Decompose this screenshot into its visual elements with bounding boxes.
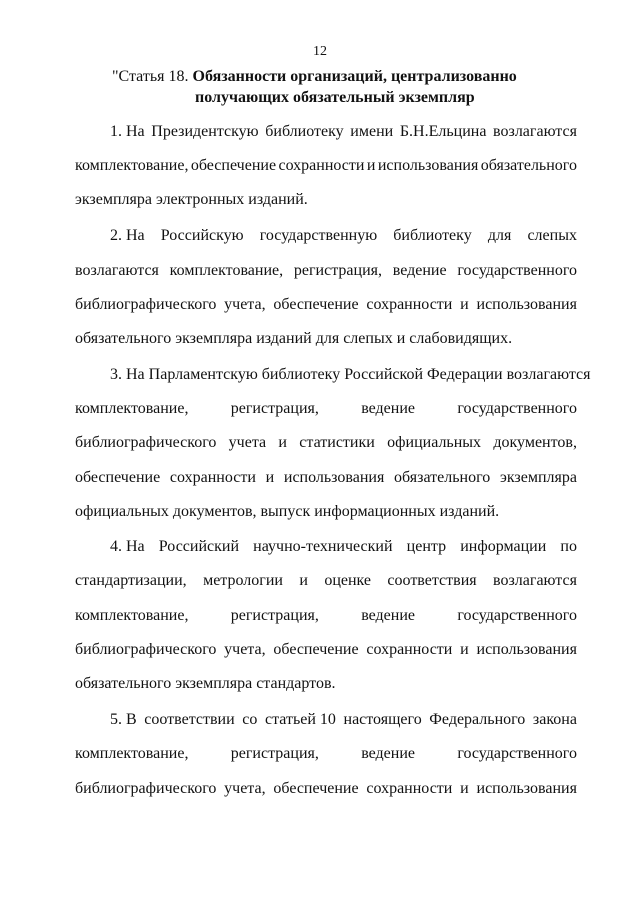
text-segment: официальных bbox=[387, 434, 482, 451]
paragraph-4-line-2 bbox=[75, 570, 577, 592]
text-segment: государственную bbox=[259, 227, 378, 244]
text-segment: Российскую bbox=[160, 227, 244, 244]
paragraph-3-line-1 bbox=[110, 364, 591, 386]
article-title-part-2: получающих обязательный экземпляр bbox=[195, 89, 475, 106]
text-segment: 5. В bbox=[110, 711, 137, 728]
text-segment: обязательного экземпляра изданий для слепых и слабовидящих. bbox=[75, 330, 513, 347]
text-segment: и bbox=[278, 434, 287, 451]
text-segment: соответствия bbox=[387, 572, 477, 589]
text-segment: слепых bbox=[527, 227, 577, 244]
text-segment: сохранности bbox=[169, 469, 256, 486]
text-segment: обязательного bbox=[394, 469, 491, 486]
text-segment: Федерального bbox=[429, 711, 526, 728]
paragraph-5-line-3 bbox=[75, 778, 577, 800]
text-segment: 2. На bbox=[110, 227, 145, 244]
text-segment: стандартизации, bbox=[75, 572, 187, 589]
text-segment: ведение bbox=[361, 745, 416, 762]
text-segment: регистрация, bbox=[230, 607, 319, 624]
text-segment: для bbox=[487, 227, 512, 244]
text-segment: и bbox=[460, 296, 469, 313]
text-segment: сохранности bbox=[366, 296, 453, 313]
text-segment: учета, bbox=[224, 641, 266, 658]
text-segment: Президентскую bbox=[151, 123, 259, 140]
text-segment: комплектование, bbox=[75, 607, 189, 624]
paragraph-4-line-5 bbox=[75, 673, 577, 695]
paragraph-1-line-3 bbox=[75, 189, 577, 211]
text-segment: настоящего bbox=[343, 711, 422, 728]
paragraph-1-line-1 bbox=[110, 121, 577, 143]
paragraph-3-line-2 bbox=[75, 398, 577, 420]
article-heading-line-1 bbox=[112, 68, 517, 86]
text-segment: научно-технический bbox=[253, 538, 393, 555]
text-segment: метрологии bbox=[203, 572, 283, 589]
text-segment: 1. На bbox=[110, 123, 145, 140]
text-segment: библиографического bbox=[75, 434, 217, 451]
text-segment: оценке bbox=[324, 572, 372, 589]
text-segment: комплектование, bbox=[169, 262, 284, 279]
text-segment: библиотеку bbox=[393, 227, 472, 244]
paragraph-5-line-2 bbox=[75, 743, 577, 765]
paragraph-3-line-3 bbox=[75, 432, 577, 454]
paragraph-3-line-4 bbox=[75, 467, 577, 489]
text-segment: и bbox=[366, 157, 376, 174]
text-segment: использования bbox=[476, 296, 577, 313]
text-segment: экземпляра электронных изданий. bbox=[75, 191, 308, 208]
text-segment: и bbox=[299, 572, 308, 589]
text-segment: регистрация, bbox=[293, 262, 382, 279]
text-segment: регистрация, bbox=[230, 400, 319, 417]
text-segment: закона bbox=[532, 711, 577, 728]
text-segment: обеспечение bbox=[75, 469, 161, 486]
text-segment: ведение bbox=[361, 400, 416, 417]
text-segment: официальных документов, выпуск информационных изданий. bbox=[75, 503, 500, 520]
text-segment: информации bbox=[460, 538, 547, 555]
paragraph-2-line-2 bbox=[75, 260, 577, 282]
text-segment: государственного bbox=[457, 400, 577, 417]
text-segment: по bbox=[560, 538, 577, 555]
paragraph-2-line-4 bbox=[75, 328, 577, 350]
text-segment: центр bbox=[406, 538, 447, 555]
text-segment: библиографического bbox=[75, 296, 217, 313]
text-segment: имени bbox=[350, 123, 394, 140]
text-segment: возлагаются bbox=[75, 262, 159, 279]
text-segment: сохранности bbox=[366, 780, 453, 797]
paragraph-4-line-3 bbox=[75, 605, 577, 627]
text-segment: ведение bbox=[392, 262, 447, 279]
paragraph-1-line-2 bbox=[75, 155, 577, 177]
text-segment: обеспечение bbox=[190, 157, 277, 174]
text-segment: Российский bbox=[158, 538, 240, 555]
paragraph-4-line-1 bbox=[110, 536, 577, 558]
text-segment: обеспечение bbox=[273, 296, 359, 313]
text-segment: возлагаются bbox=[493, 123, 577, 140]
text-segment: обеспечение bbox=[273, 641, 359, 658]
text-segment: регистрация, bbox=[230, 745, 319, 762]
text-segment: библиографического bbox=[75, 780, 217, 797]
text-segment: учета bbox=[228, 434, 267, 451]
paragraph-4-line-4 bbox=[75, 639, 577, 661]
paragraph-5-line-1 bbox=[110, 709, 577, 731]
text-segment: сохранности bbox=[278, 157, 365, 174]
text-segment: библиографического bbox=[75, 641, 217, 658]
text-segment: использования bbox=[283, 469, 385, 486]
text-segment: документов, bbox=[493, 434, 577, 451]
text-segment: обязательного bbox=[480, 157, 577, 174]
text-segment: статьей 10 bbox=[264, 711, 336, 728]
text-segment: комплектование, bbox=[75, 157, 189, 174]
text-segment: государственного bbox=[457, 607, 577, 624]
text-segment: комплектование, bbox=[75, 400, 189, 417]
text-segment: и bbox=[460, 641, 469, 658]
text-segment: Б.Н.Ельцина bbox=[399, 123, 487, 140]
article-number: "Статья 18. bbox=[112, 68, 193, 85]
text-segment: обязательного экземпляра стандартов. bbox=[75, 675, 336, 692]
paragraph-3-line-5 bbox=[75, 501, 577, 523]
text-segment: использования bbox=[476, 641, 577, 658]
article-title-part-1: Обязанности организаций, централизованно bbox=[192, 68, 517, 85]
text-segment: возлагаются bbox=[493, 572, 577, 589]
text-segment: учета, bbox=[224, 296, 266, 313]
text-segment: комплектование, bbox=[75, 745, 189, 762]
text-segment: государственного bbox=[457, 262, 577, 279]
text-segment: и bbox=[265, 469, 275, 486]
text-segment: 4. На bbox=[110, 538, 145, 555]
text-segment: соответствии bbox=[144, 711, 235, 728]
text-segment: использования bbox=[377, 157, 479, 174]
paragraph-2-line-3 bbox=[75, 294, 577, 316]
text-segment: со bbox=[242, 711, 258, 728]
text-segment: государственного bbox=[457, 745, 577, 762]
text-segment: экземпляра bbox=[499, 469, 577, 486]
paragraph-2-line-1 bbox=[110, 225, 577, 247]
text-segment: 3. На Парламентскую библиотеку Российской Федерации возлагаются bbox=[110, 366, 591, 383]
text-segment: статистики bbox=[299, 434, 375, 451]
text-segment: и bbox=[460, 780, 469, 797]
page-number: 12 bbox=[313, 44, 327, 59]
text-segment: обеспечение bbox=[273, 780, 359, 797]
text-segment: сохранности bbox=[366, 641, 453, 658]
text-segment: ведение bbox=[361, 607, 416, 624]
text-segment: библиотеку bbox=[265, 123, 344, 140]
text-segment: учета, bbox=[224, 780, 266, 797]
text-segment: использования bbox=[476, 780, 577, 797]
